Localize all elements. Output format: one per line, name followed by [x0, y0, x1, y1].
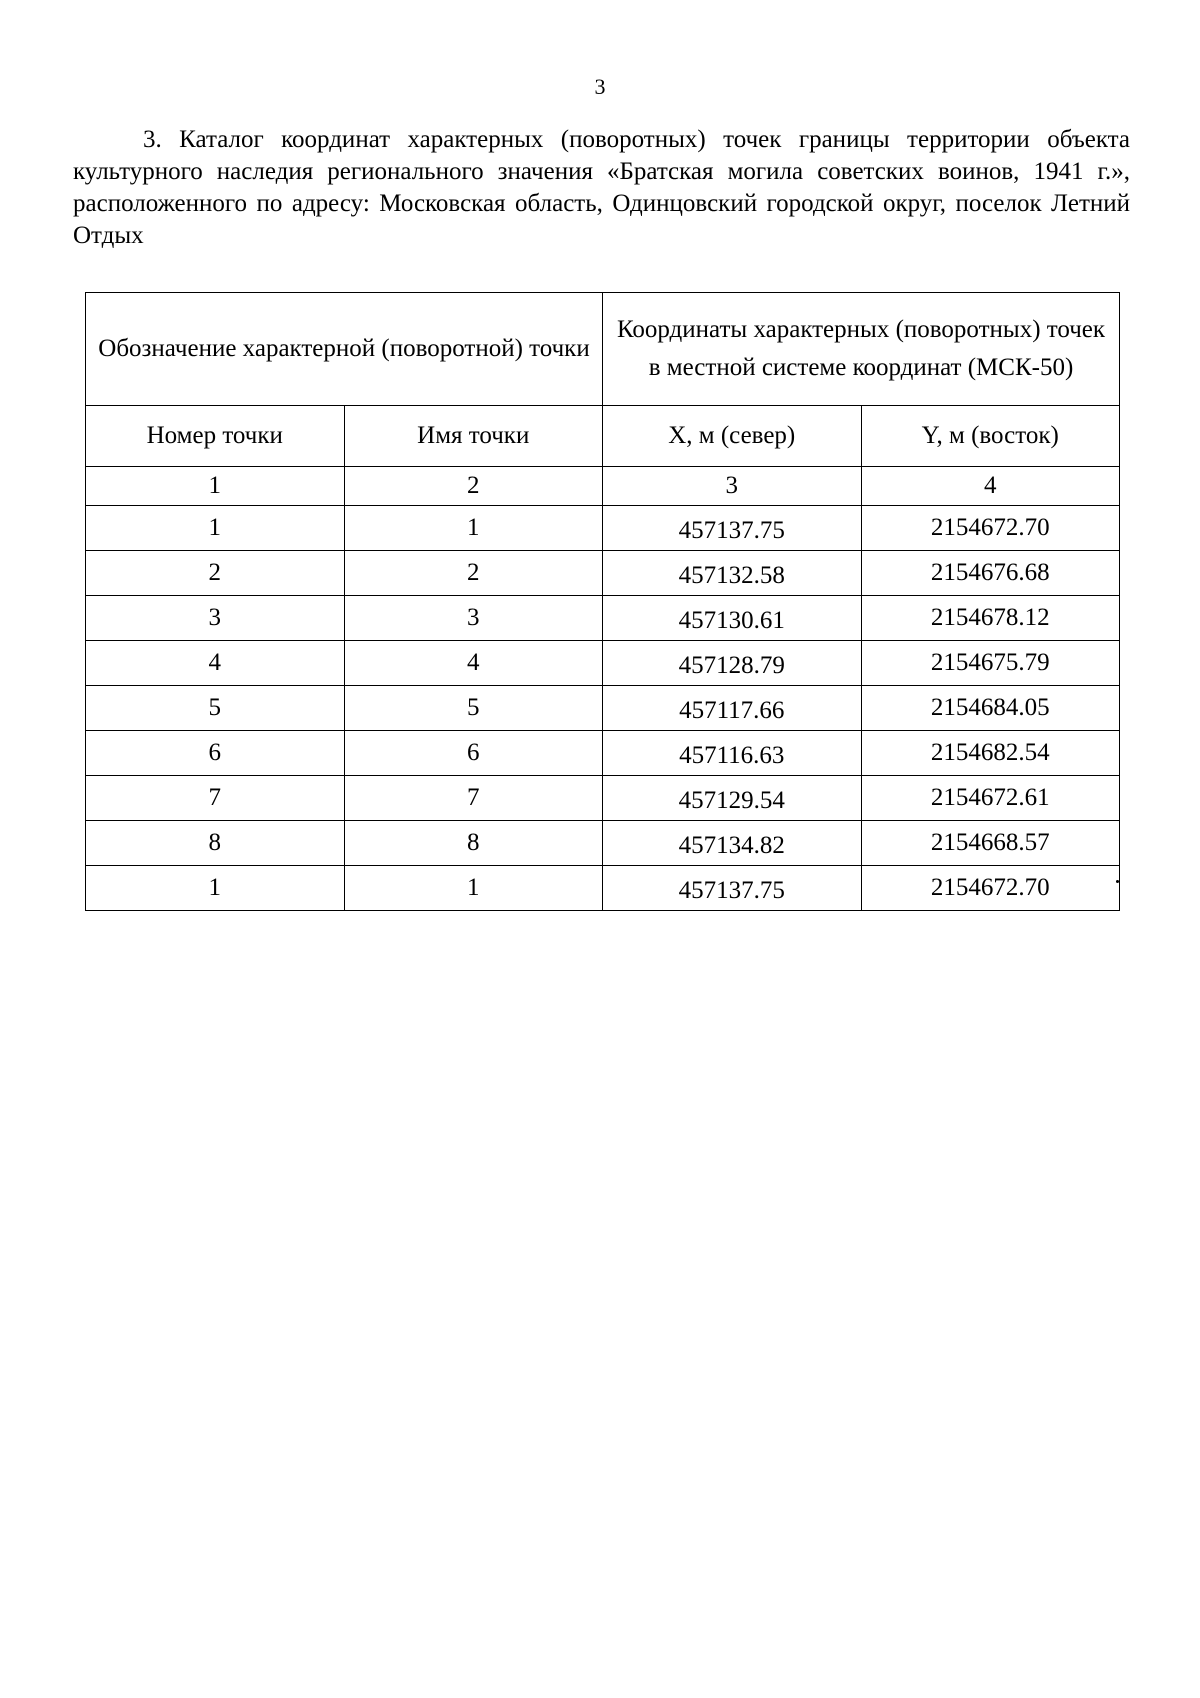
table-row	[86, 866, 1120, 911]
column-index: 1	[86, 467, 345, 506]
point-name-cell: 1	[344, 866, 603, 911]
table-row	[86, 821, 1120, 866]
coordinates-table	[85, 292, 1120, 911]
page-number: 3	[594, 74, 606, 99]
x-coordinate-cell: 457130.61	[603, 596, 862, 641]
table-row	[86, 686, 1120, 731]
x-coordinate-cell: 457137.75	[603, 506, 862, 551]
table-row	[86, 776, 1120, 821]
point-number-cell: 2	[86, 551, 345, 596]
y-coordinate-cell: 2154672.70	[861, 506, 1120, 551]
point-name-cell: 1	[344, 506, 603, 551]
point-name-cell: 7	[344, 776, 603, 821]
x-coordinate-cell: 457117.66	[603, 686, 862, 731]
y-coordinate-cell: 2154668.57	[861, 821, 1120, 866]
y-coordinate-cell: 2154678.12	[861, 596, 1120, 641]
column-header-y: Y, м (восток)	[861, 406, 1120, 467]
column-header-row	[86, 406, 1120, 467]
y-coordinate-cell: 2154675.79	[861, 641, 1120, 686]
y-coordinate-cell: 2154682.54	[861, 731, 1120, 776]
point-number-cell: 5	[86, 686, 345, 731]
point-number-cell: 6	[86, 731, 345, 776]
y-coordinate-cell: 2154684.05	[861, 686, 1120, 731]
table-row	[86, 731, 1120, 776]
column-header-point-number: Номер точки	[86, 406, 345, 467]
point-name-cell: 8	[344, 821, 603, 866]
point-number-cell: 1	[86, 866, 345, 911]
point-number-cell: 3	[86, 596, 345, 641]
column-header-x: X, м (север)	[603, 406, 862, 467]
column-index: 3	[603, 467, 862, 506]
point-number-cell: 1	[86, 506, 345, 551]
group-header-row	[86, 293, 1120, 406]
point-number-cell: 7	[86, 776, 345, 821]
point-name-cell: 5	[344, 686, 603, 731]
x-coordinate-cell: 457137.75	[603, 866, 862, 911]
y-coordinate-cell: 2154672.70	[861, 866, 1120, 911]
point-name-cell: 2	[344, 551, 603, 596]
column-index-row	[86, 467, 1120, 506]
table-row	[86, 551, 1120, 596]
point-number-cell: 4	[86, 641, 345, 686]
y-coordinate-cell: 2154676.68	[861, 551, 1120, 596]
x-coordinate-cell: 457116.63	[603, 731, 862, 776]
x-coordinate-cell: 457129.54	[603, 776, 862, 821]
column-header-point-name: Имя точки	[344, 406, 603, 467]
column-index: 4	[861, 467, 1120, 506]
x-coordinate-cell: 457134.82	[603, 821, 862, 866]
point-number-cell: 8	[86, 821, 345, 866]
point-name-cell: 4	[344, 641, 603, 686]
column-index: 2	[344, 467, 603, 506]
designation-group-header: Обозначение характерной (поворотной) точки	[86, 293, 603, 406]
intro-paragraph: 3. Каталог координат характерных (поворотных) точек границы территории объекта культурного наследия регионального значения «Братская могила советских воинов, 1941 г.», расположенного по адресу: Московская область, Одинцовский городской округ, поселок Летний Отдых	[73, 126, 1130, 249]
coordinates-group-header: Координаты характерных (поворотных) точек в местной системе координат (МСК-50)	[603, 293, 1120, 406]
point-name-cell: 6	[344, 731, 603, 776]
x-coordinate-cell: 457128.79	[603, 641, 862, 686]
x-coordinate-cell: 457132.58	[603, 551, 862, 596]
stray-dot	[1116, 880, 1119, 883]
y-coordinate-cell: 2154672.61	[861, 776, 1120, 821]
table-row	[86, 596, 1120, 641]
point-name-cell: 3	[344, 596, 603, 641]
table-row	[86, 641, 1120, 686]
table-row	[86, 506, 1120, 551]
